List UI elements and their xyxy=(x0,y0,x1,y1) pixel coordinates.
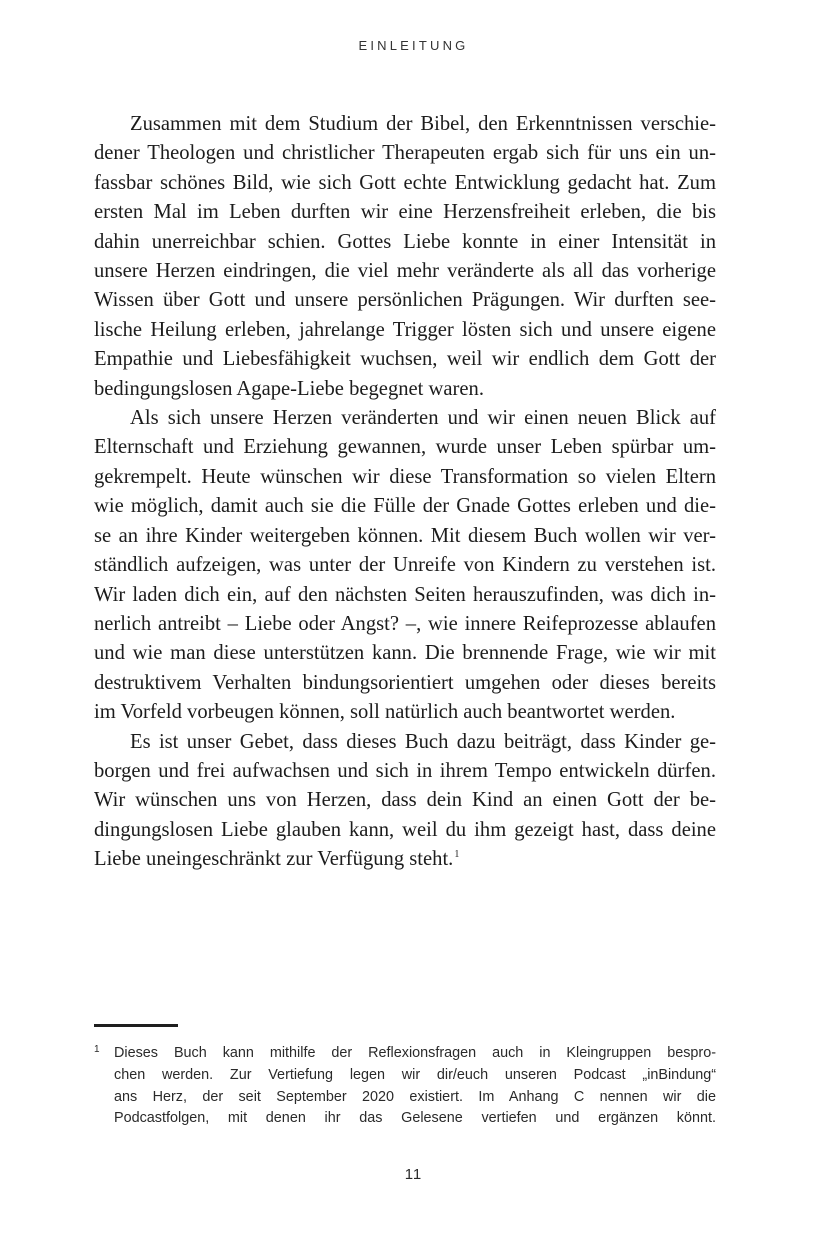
text-line: dener Theologen und christlicher Therapeuten ergab sich für uns ein un- xyxy=(94,142,716,165)
page-number: 11 xyxy=(404,1166,423,1183)
text-line-with-footnote xyxy=(94,845,716,874)
footnote-line: Dieses Buch kann mithilfe der Reflexionsfragen auch in Kleingruppen bespro- xyxy=(114,1045,716,1061)
text-line: Wissen über Gott und unsere persönlichen Prägungen. Wir durften see- xyxy=(94,289,716,312)
text-line: Als sich unsere Herzen veränderten und wir einen neuen Blick auf xyxy=(130,407,716,430)
text-line: Empathie und Liebesfähigkeit wuchsen, weil wir endlich dem Gott der xyxy=(94,348,716,371)
text-line: fassbar schönes Bild, wie sich Gott echte Entwicklung gedacht hat. Zum xyxy=(94,171,716,194)
text-line: wie möglich, damit auch sie die Fülle der Gnade Gottes erleben und die- xyxy=(94,495,716,518)
footnote xyxy=(94,1043,716,1130)
text-line: und wie man diese unterstützen kann. Die brennende Frage, wie wir mit xyxy=(94,642,716,665)
text-line: ersten Mal im Leben durften wir eine Herzensfreiheit erleben, die bis xyxy=(94,201,716,224)
footnote-divider xyxy=(94,1024,178,1027)
text-line: Liebe uneingeschränkt zur Verfügung steht. xyxy=(94,848,454,871)
footnote-line: ans Herz, der seit September 2020 existiert. Im Anhang C nennen wir die xyxy=(114,1088,716,1105)
footnote-reference[interactable]: 1 xyxy=(454,849,460,861)
text-line: destruktivem Verhalten bindungsorientiert umgehen oder dieses bereits xyxy=(94,671,716,694)
footnote-line: Podcastfolgen, mit denen ihr das Gelesene vertiefen und ergänzen könnt. xyxy=(114,1110,716,1127)
footnote-text xyxy=(114,1043,716,1130)
running-head: EINLEITUNG xyxy=(358,38,469,53)
body-text xyxy=(94,110,716,875)
text-line: bedingungslosen Agape-Liebe begegnet waren. xyxy=(94,377,485,400)
text-line: Zusammen mit dem Studium der Bibel, den Erkenntnissen verschie- xyxy=(130,113,716,135)
text-line: Wir laden dich ein, auf den nächsten Seiten herauszufinden, was dich in- xyxy=(94,583,716,606)
text-line: Wir wünschen uns von Herzen, dass dein Kind an einen Gott der be- xyxy=(94,789,716,812)
text-line: Elternschaft und Erziehung gewannen, wurde unser Leben spürbar um- xyxy=(94,436,716,459)
paragraph-2 xyxy=(94,404,716,727)
text-line: lische Heilung erleben, jahrelange Trigger lösten sich und unsere eigene xyxy=(94,318,716,341)
footnote-number: 1 xyxy=(94,1044,100,1055)
paragraph-1 xyxy=(94,110,716,404)
text-line: borgen und frei aufwachsen und sich in ihrem Tempo entwickeln dürfen. xyxy=(94,759,716,782)
text-line: dahin unerreichbar schien. Gottes Liebe konnte in einer Intensität in xyxy=(94,230,716,253)
text-line: Es ist unser Gebet, dass dieses Buch dazu beiträgt, dass Kinder ge- xyxy=(130,730,716,753)
text-line: se an ihre Kinder weitergeben können. Mit diesem Buch wollen wir ver- xyxy=(94,524,716,547)
text-line: gekrempelt. Heute wünschen wir diese Transformation so vielen Eltern xyxy=(94,465,716,488)
text-line: nerlich antreibt – Liebe oder Angst? –, wie innere Reifeprozesse ablaufen xyxy=(94,612,716,635)
paragraph-3 xyxy=(94,728,716,875)
text-line: im Vorfeld vorbeugen können, soll natürlich auch beantwortet werden. xyxy=(94,701,676,724)
text-line: ständlich aufzeigen, was unter der Unreife von Kindern zu verstehen ist. xyxy=(94,554,716,577)
text-line: unsere Herzen eindringen, die viel mehr veränderte als all das vorherige xyxy=(94,260,716,283)
footnote-line: chen werden. Zur Vertiefung legen wir dir/euch unseren Podcast „inBindung“ xyxy=(114,1066,716,1083)
text-line: dingungslosen Liebe glauben kann, weil du ihm gezeigt hast, dass deine xyxy=(94,818,716,841)
